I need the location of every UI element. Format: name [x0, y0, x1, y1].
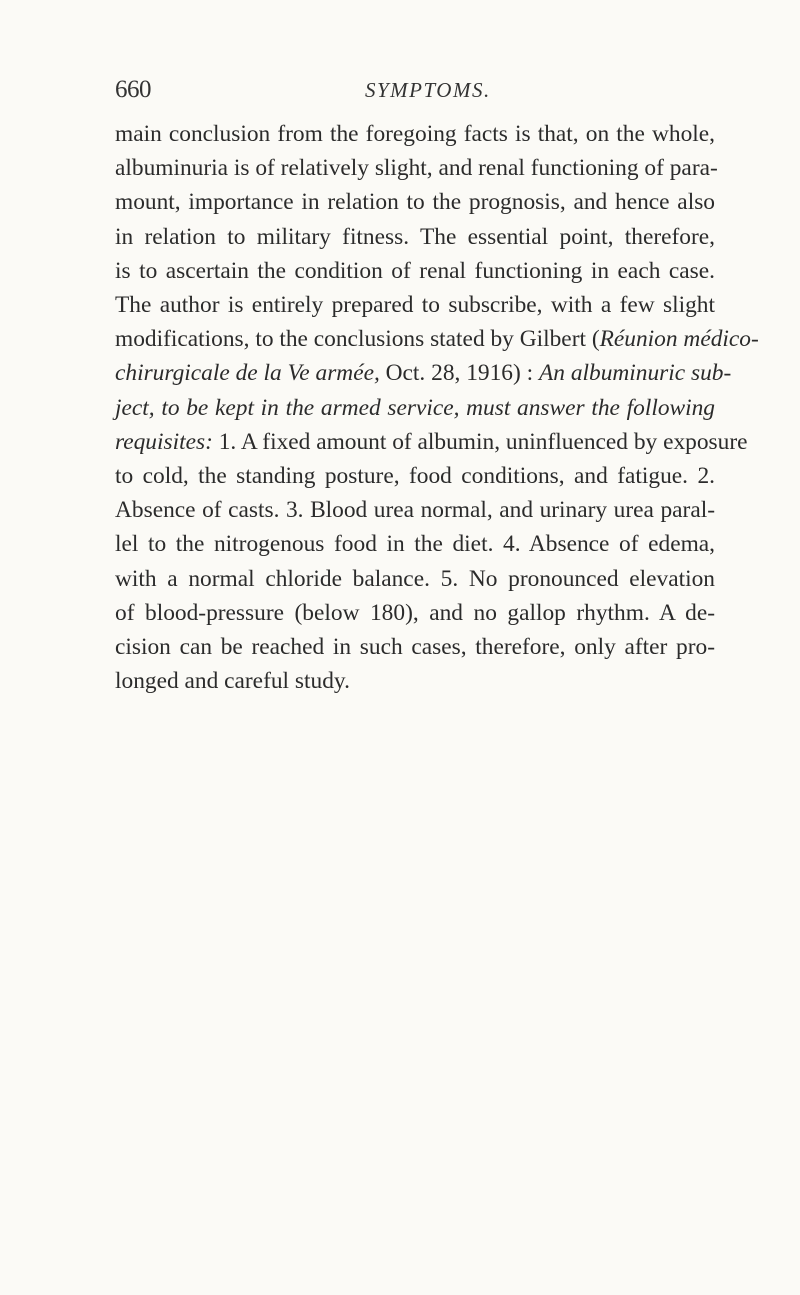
text-line	[115, 391, 715, 425]
quoted-text: requisites:	[115, 428, 213, 455]
running-head: SYMPTOMS.	[365, 78, 491, 102]
body-paragraph	[115, 117, 759, 698]
citation-title: Réunion médico-	[599, 326, 759, 353]
text-line: Absence of casts. 3. Blood urea normal, and urinary urea paral-	[115, 497, 715, 524]
text-line: of blood-pressure (below 180), and no gallop rhythm. A de-	[115, 599, 715, 626]
text-line	[115, 322, 759, 356]
page-header	[115, 76, 700, 112]
text-line: longed and careful study.	[115, 668, 350, 695]
text-line: is to ascertain the condition of renal functioning in each case.	[115, 257, 715, 284]
text-line: with a normal chloride balance. 5. No pronounced elevation	[115, 565, 715, 592]
text-line: lel to the nitrogenous food in the diet. 4. Absence of edema,	[115, 531, 715, 558]
text-segment: 1. A fixed amount of albumin, uninfluenced by exposure	[212, 428, 748, 455]
page-number: 660	[115, 76, 151, 103]
text-line: The author is entirely prepared to subscribe, with a few slight	[115, 292, 715, 319]
text-line: main conclusion from the foregoing facts is that, on the whole,	[115, 121, 715, 147]
text-line	[115, 425, 748, 459]
text-segment: modifications, to the conclusions stated by Gilbert (	[115, 326, 600, 353]
quoted-text: An albuminuric sub-	[538, 360, 732, 387]
text-line: mount, importance in relation to the prognosis, and hence also	[115, 189, 715, 216]
text-line: in relation to military fitness. The essential point, therefore,	[115, 223, 715, 250]
text-line: to cold, the standing posture, food conditions, and fatigue. 2.	[115, 463, 715, 490]
text-line: cision can be reached in such cases, therefore, only after pro-	[115, 634, 715, 661]
citation-title: chirurgicale de la Ve armée,	[115, 360, 380, 387]
citation-date: Oct. 28, 1916) :	[379, 360, 539, 387]
text-line	[115, 356, 732, 390]
quoted-text: ject, to be kept in the armed service, must answer the following	[115, 394, 715, 421]
text-line: albuminuria is of relatively slight, and renal functioning of para-	[115, 155, 718, 182]
